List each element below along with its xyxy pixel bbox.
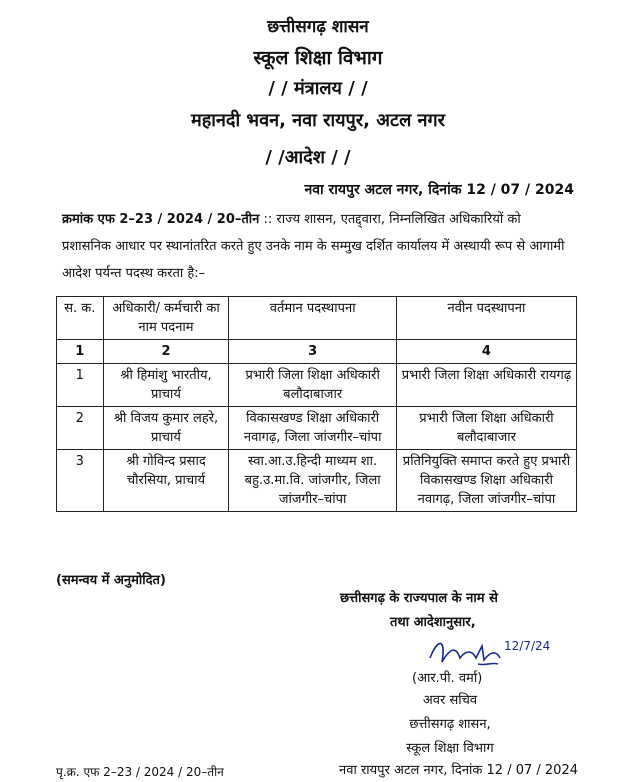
table-row	[57, 364, 577, 407]
column-header-new-posting: नवीन पदस्थापना	[396, 297, 576, 340]
cell-name: श्री विजय कुमार लहरे, प्राचार्य	[103, 407, 229, 450]
header-address: महानदी भवन, नवा रायपुर, अटल नगर	[190, 110, 446, 131]
signer-designation: अवर सचिव	[422, 693, 478, 708]
order-date: नवा रायपुर अटल नगर, दिनांक 12 / 07 / 2024	[304, 182, 574, 198]
cell-new-posting: प्रभारी जिला शिक्षा अधिकारी रायगढ़	[396, 364, 576, 407]
endorsement-date: नवा रायपुर अटल नगर, दिनांक 12 / 07 / 2024	[339, 763, 578, 778]
cell-current-posting: विकासखण्ड शिक्षा अधिकारी नवागढ़, जिला जांजगीर–चांपा	[229, 407, 397, 450]
header-ministry: / / मंत्रालय / /	[268, 78, 368, 99]
cell-current-posting: प्रभारी जिला शिक्षा अधिकारी बलौदाबाजार	[229, 364, 397, 407]
order-reference: क्रमांक एफ 2–23 / 2024 / 20–तीन	[62, 212, 260, 227]
cell-current-posting: स्वा.आ.उ.हिन्दी माध्यम शा. बहु.उ.मा.वि. जांजगीर, जिला जांजगीर–चांपा	[229, 450, 397, 512]
header-department: स्कूल शिक्षा विभाग	[253, 47, 383, 69]
cell-serial: 2	[57, 407, 104, 450]
column-number: 4	[396, 340, 576, 364]
column-header-serial: स. क.	[57, 297, 104, 340]
signer-government: छत्तीसगढ़ शासन,	[409, 717, 491, 732]
column-header-current-posting: वर्तमान पदस्थापना	[229, 297, 397, 340]
order-text: राज्य शासन, एतद्द्वारा, निम्नलिखित अधिकारियों को प्रशासनिक आधार पर स्थानांतरित करते हुए उनके नाम के सम्मुख दर्शित कार्यालय में अस्थायी रूप से आगामी आदेश पर्यन्त पदस्थ करता है:–	[62, 212, 565, 281]
cell-new-posting: प्रतिनियुक्ति समाप्त करते हुए प्रभारी विकासखण्ड शिक्षा अधिकारी नवागढ़, जिला जांजगीर–चांपा	[396, 450, 576, 512]
closing-governor: छत्तीसगढ़ के राज्यपाल के नाम से	[340, 591, 498, 606]
order-paragraph	[62, 206, 572, 287]
header-government: छत्तीसगढ़ शासन	[267, 17, 369, 37]
column-number-row	[57, 340, 577, 364]
cell-name: श्री हिमांशु भारतीय, प्राचार्य	[103, 364, 229, 407]
column-number: 3	[229, 340, 397, 364]
transfer-table	[56, 296, 577, 512]
order-heading: / /आदेश / /	[265, 147, 351, 168]
table-header-row	[57, 297, 577, 340]
table-row	[57, 407, 577, 450]
table-row	[57, 450, 577, 512]
cell-name: श्री गोविन्द प्रसाद चौरसिया, प्राचार्य	[103, 450, 229, 512]
column-header-name: अधिकारी/ कर्मचारी का नाम पदनाम	[103, 297, 229, 340]
endorsement-reference: पृ.क्र. एफ 2–23 / 2024 / 20–तीन	[56, 765, 224, 779]
cell-new-posting: प्रभारी जिला शिक्षा अधिकारी बलौदाबाजार	[396, 407, 576, 450]
order-separator: ::	[263, 212, 273, 227]
approval-note: (समन्वय में अनुमोदित)	[56, 573, 166, 588]
column-number: 2	[103, 340, 229, 364]
signer-name: (आर.पी. वर्मा)	[412, 671, 483, 686]
cell-serial: 3	[57, 450, 104, 512]
signer-department: स्कूल शिक्षा विभाग	[406, 741, 494, 756]
column-number: 1	[57, 340, 104, 364]
cell-serial: 1	[57, 364, 104, 407]
signature-date: 12/7/24	[504, 639, 551, 653]
closing-order: तथा आदेशानुसार,	[390, 615, 476, 630]
